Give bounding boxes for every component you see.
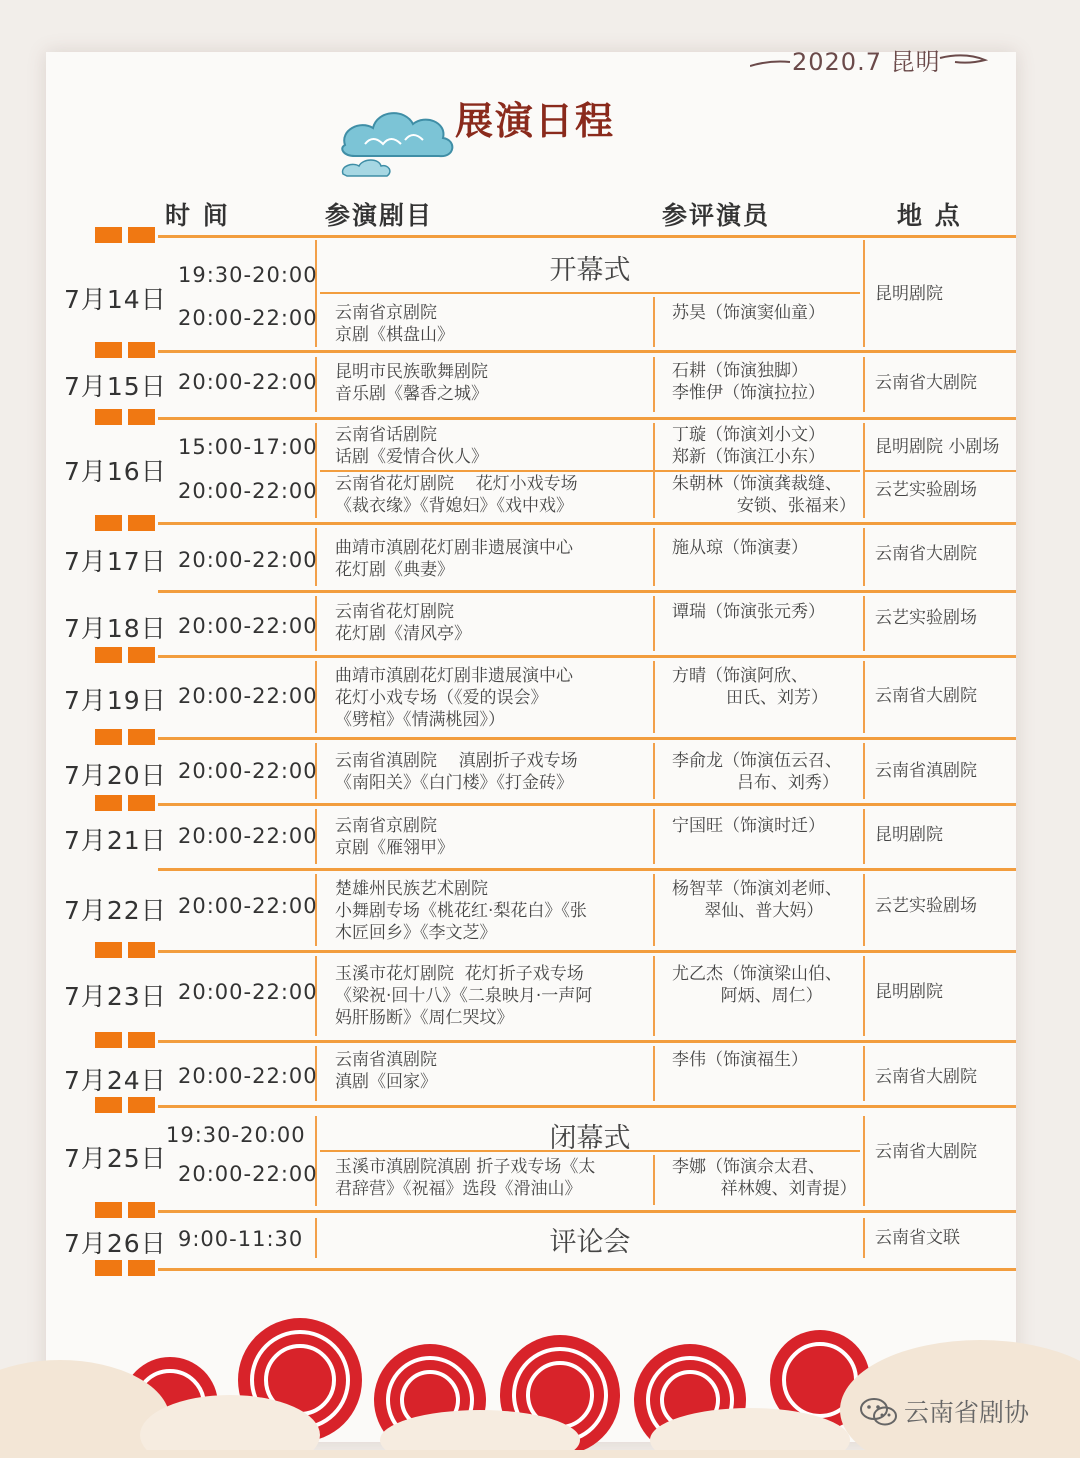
column-header-time: 时 间 <box>165 201 230 230</box>
column-divider <box>863 423 865 518</box>
column-header-venue: 地 点 <box>897 201 962 230</box>
program-cell: 云南省京剧院 京剧《棋盘山》 <box>335 303 454 345</box>
column-divider <box>653 743 655 799</box>
column-divider <box>863 528 865 586</box>
column-divider <box>653 809 655 864</box>
column-header-program: 参演剧目 <box>325 201 434 230</box>
date-label: 7月14日 <box>64 285 167 314</box>
actors-cell: 宁国旺（饰演时迁） <box>672 816 825 836</box>
time-slot: 20:00-22:00 <box>178 1162 318 1186</box>
row-marker <box>95 1260 155 1276</box>
actors-cell: 方晴（饰演阿欣、 田氏、刘芳） <box>672 666 829 708</box>
program-cell: 云南省京剧院 京剧《雁翎甲》 <box>335 816 454 858</box>
column-divider <box>863 661 865 733</box>
column-divider <box>653 357 655 412</box>
row-divider <box>158 417 1016 420</box>
row-divider <box>158 350 1016 353</box>
venue-cell: 云南省文联 <box>875 1228 960 1248</box>
page-title: 展演日程 <box>455 99 616 143</box>
ceremony-label: 开幕式 <box>549 255 631 286</box>
time-slot: 19:30-20:00 <box>178 263 318 287</box>
column-divider <box>863 596 865 651</box>
venue-cell: 云南省大剧院 <box>875 373 977 393</box>
column-divider <box>653 1046 655 1101</box>
row-divider <box>158 522 1016 525</box>
actors-cell: 杨智苹（饰演刘老师、 翠仙、普大妈） <box>672 879 842 921</box>
venue-cell: 云南省大剧院 <box>875 686 977 706</box>
date-label: 7月15日 <box>64 372 167 401</box>
row-marker <box>95 1202 155 1218</box>
venue-cell: 昆明剧院 小剧场 <box>875 437 1000 457</box>
venue-cell: 昆明剧院 <box>875 982 943 1002</box>
column-divider <box>653 423 655 518</box>
time-slot: 19:30-20:00 <box>166 1123 306 1147</box>
program-cell: 曲靖市滇剧花灯剧非遗展演中心 花灯小戏专场（《爱的误会》 《劈棺》《情满桃园》） <box>335 666 573 730</box>
date-label: 7月16日 <box>64 457 167 486</box>
actors-cell: 李俞龙（饰演伍云召、 吕布、刘秀） <box>672 751 842 793</box>
row-divider <box>158 1268 1016 1271</box>
column-divider <box>863 874 865 946</box>
column-divider <box>863 743 865 799</box>
column-divider <box>863 1046 865 1101</box>
actors-cell: 施从琼（饰演妻） <box>672 538 808 558</box>
row-divider <box>158 235 1016 238</box>
venue-cell: 云南省大剧院 <box>875 1067 977 1087</box>
auspicious-cloud-icon <box>335 100 465 185</box>
row-divider <box>158 590 1016 593</box>
row-divider <box>158 737 1016 740</box>
column-divider <box>315 1218 317 1258</box>
column-header-actors: 参评演员 <box>662 201 771 230</box>
sub-row-divider <box>320 292 860 294</box>
actors-cell: 谭瑞（饰演张元秀） <box>672 602 825 622</box>
column-divider <box>315 240 317 347</box>
program-cell: 云南省话剧院 话剧《爱情合伙人》 <box>335 425 488 467</box>
actors-cell: 石耕（饰演独脚） 李惟伊（饰演拉拉） <box>672 361 825 403</box>
program-cell: 玉溪市花灯剧院 花灯折子戏专场 《梁祝·回十八》《二泉映月·一声阿 妈肝肠断》《周仁哭坟》 <box>335 964 593 1028</box>
time-slot: 20:00-22:00 <box>178 759 318 783</box>
date-label: 7月26日 <box>64 1229 167 1258</box>
row-divider <box>158 950 1016 953</box>
column-divider <box>863 1116 865 1206</box>
date-label: 7月23日 <box>64 982 167 1011</box>
time-slot: 15:00-17:00 <box>178 435 318 459</box>
date-place-text: 2020.7 昆明 <box>792 48 941 76</box>
row-marker <box>95 729 155 745</box>
decorative-clouds-footer <box>0 1300 1080 1458</box>
actors-cell: 李娜（饰演佘太君、 祥林嫂、刘青提） <box>672 1157 857 1199</box>
row-marker <box>95 942 155 958</box>
column-divider <box>653 1155 655 1205</box>
program-cell: 云南省花灯剧院 花灯小戏专场 《裁衣缘》《背媳妇》《戏中戏》 <box>335 474 578 516</box>
time-slot: 20:00-22:00 <box>178 824 318 848</box>
time-slot: 20:00-22:00 <box>178 370 318 394</box>
actors-cell: 丁璇（饰演刘小文） 郑新（饰演江小东） <box>672 425 825 467</box>
time-slot: 20:00-22:00 <box>178 894 318 918</box>
row-divider <box>158 1210 1016 1213</box>
date-label: 7月22日 <box>64 896 167 925</box>
date-label: 7月25日 <box>64 1144 167 1173</box>
column-divider <box>863 1218 865 1258</box>
venue-cell: 云南省滇剧院 <box>875 761 977 781</box>
time-slot: 20:00-22:00 <box>178 614 318 638</box>
row-marker <box>95 409 155 425</box>
date-label: 7月24日 <box>64 1066 167 1095</box>
column-divider <box>653 956 655 1036</box>
date-place-stamp <box>750 38 990 78</box>
ceremony-label: 闭幕式 <box>549 1123 631 1154</box>
column-divider <box>653 528 655 586</box>
time-slot: 20:00-22:00 <box>178 1064 318 1088</box>
wechat-icon <box>858 1396 900 1428</box>
program-cell: 玉溪市滇剧院滇剧 折子戏专场《太 君辞营》《祝福》选段《滑油山》 <box>335 1157 596 1199</box>
program-cell: 云南省花灯剧院 花灯剧《清风亭》 <box>335 602 471 644</box>
column-divider <box>863 357 865 412</box>
account-watermark: 云南省剧协 <box>904 1398 1030 1427</box>
row-marker <box>95 1032 155 1048</box>
row-marker <box>95 795 155 811</box>
date-label: 7月18日 <box>64 614 167 643</box>
column-divider <box>653 661 655 733</box>
column-divider <box>653 297 655 347</box>
program-cell: 楚雄州民族艺术剧院 小舞剧专场《桃花红·梨花白》《张 木匠回乡》《李文芝》 <box>335 879 587 943</box>
actors-cell: 尤乙杰（饰演梁山伯、 阿炳、周仁） <box>672 964 842 1006</box>
column-divider <box>315 1116 317 1206</box>
column-divider <box>653 874 655 946</box>
row-divider <box>158 868 1016 871</box>
time-slot: 9:00-11:30 <box>178 1227 304 1251</box>
date-label: 7月19日 <box>64 686 167 715</box>
column-divider <box>863 240 865 347</box>
row-marker <box>95 647 155 663</box>
row-divider <box>158 1040 1016 1043</box>
ceremony-label: 评论会 <box>549 1227 631 1258</box>
venue-cell: 云南省大剧院 <box>875 544 977 564</box>
time-slot: 20:00-22:00 <box>178 479 318 503</box>
program-cell: 昆明市民族歌舞剧院 音乐剧《馨香之城》 <box>335 362 488 404</box>
venue-cell: 昆明剧院 <box>875 825 943 845</box>
time-slot: 20:00-22:00 <box>178 980 318 1004</box>
row-marker <box>95 227 155 243</box>
date-label: 7月20日 <box>64 761 167 790</box>
row-marker <box>95 515 155 531</box>
row-marker <box>95 1097 155 1113</box>
actors-cell: 李伟（饰演福生） <box>672 1050 808 1070</box>
venue-cell: 云艺实验剧场 <box>875 608 977 628</box>
sub-row-divider <box>320 470 860 472</box>
actors-cell: 苏昊（饰演窦仙童） <box>672 303 825 323</box>
time-slot: 20:00-22:00 <box>178 306 318 330</box>
row-marker <box>95 342 155 358</box>
actors-cell: 朱朝林（饰演龚裁缝、 安锁、张福来） <box>672 474 856 516</box>
sub-row-divider <box>865 470 1016 472</box>
venue-cell: 云艺实验剧场 <box>875 480 977 500</box>
date-label: 7月21日 <box>64 826 167 855</box>
program-cell: 云南省滇剧院 滇剧《回家》 <box>335 1050 437 1092</box>
row-divider <box>158 1105 1016 1108</box>
row-divider <box>158 655 1016 658</box>
column-divider <box>863 809 865 864</box>
venue-cell: 云南省大剧院 <box>875 1142 977 1162</box>
program-cell: 云南省滇剧院 滇剧折子戏专场 《南阳关》《白门楼》《打金砖》 <box>335 751 578 793</box>
program-cell: 曲靖市滇剧花灯剧非遗展演中心 花灯剧《典妻》 <box>335 538 573 580</box>
date-label: 7月17日 <box>64 547 167 576</box>
time-slot: 20:00-22:00 <box>178 684 318 708</box>
column-divider <box>863 956 865 1036</box>
time-slot: 20:00-22:00 <box>178 548 318 572</box>
venue-cell: 昆明剧院 <box>875 284 943 304</box>
venue-cell: 云艺实验剧场 <box>875 896 977 916</box>
row-divider <box>158 803 1016 806</box>
column-divider <box>653 596 655 651</box>
